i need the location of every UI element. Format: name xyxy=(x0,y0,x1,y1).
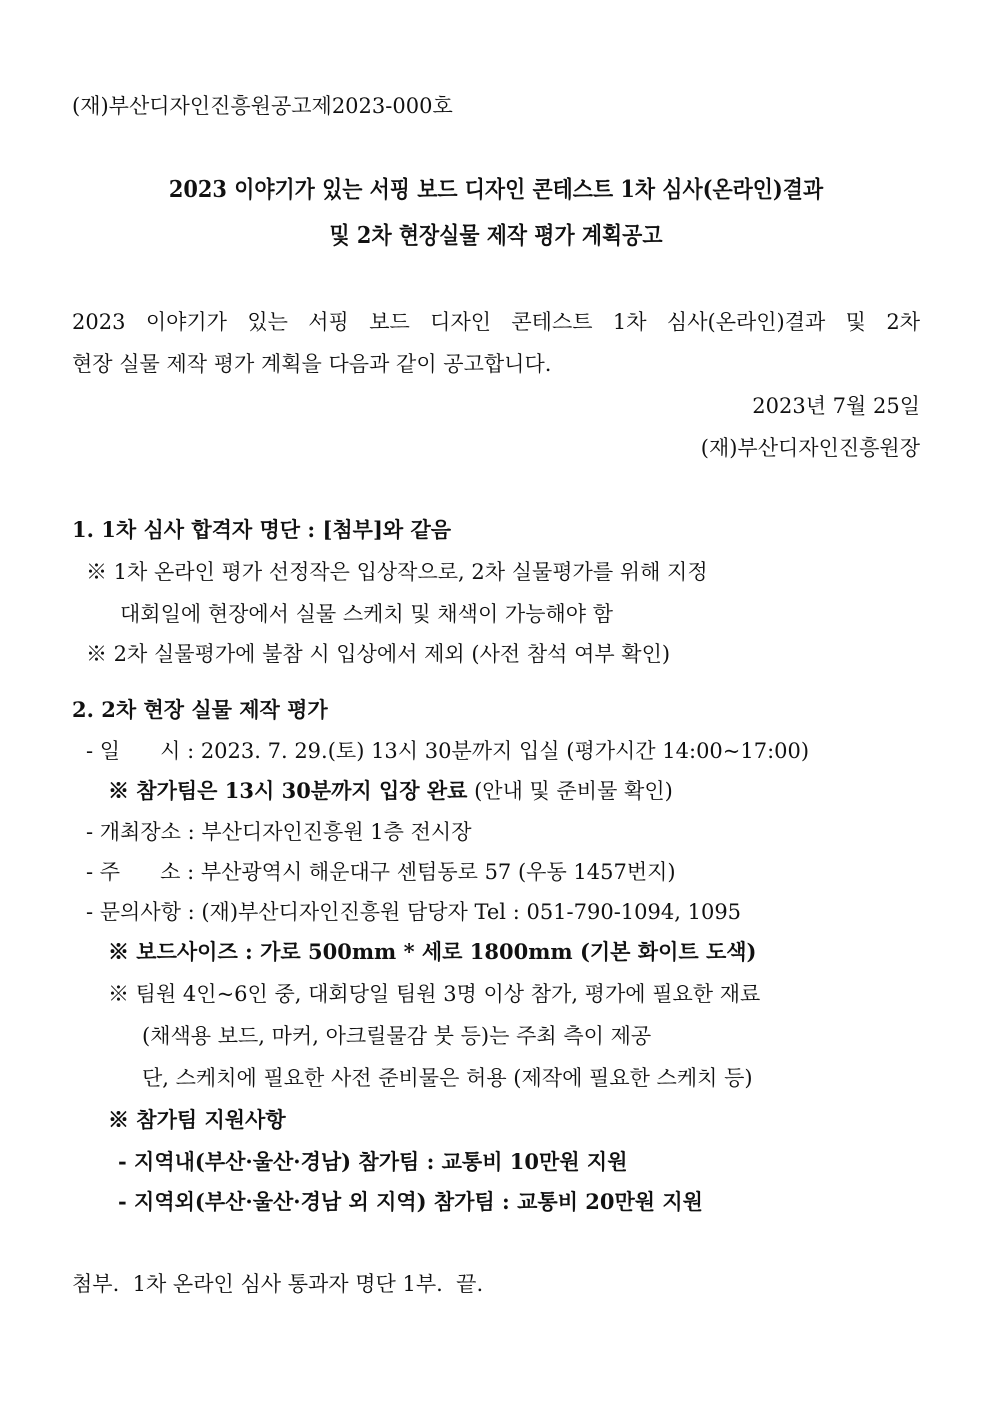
address-line: - 주 소 : 부산광역시 해운대구 센텀동로 57 (우동 1457번지) xyxy=(86,860,676,884)
schedule-line: - 일 시 : 2023. 7. 29.(토) 13시 30분까지 입실 (평가시간 14:00~17:00) xyxy=(86,739,810,763)
arrival-note xyxy=(108,777,673,805)
contact-line: - 문의사항 : (재)부산디자인진흥원 담당자 Tel : 051-790-1094, 1095 xyxy=(86,900,742,924)
section-1-note-2: ※ 2차 실물평가에 불참 시 입상에서 제외 (사전 참석 여부 확인) xyxy=(86,642,671,666)
document-number: (재)부산디자인진흥원공고제2023-000호 xyxy=(72,94,453,118)
section-1-heading: 1. 1차 심사 합격자 명단 : [첨부]와 같음 xyxy=(72,517,452,542)
support-local-teams: - 지역내(부산·울산·경남) 참가팀 : 교통비 10만원 지원 xyxy=(118,1149,628,1174)
page-title-line-1: 2023 이야기가 있는 서핑 보드 디자인 콘테스트 1차 심사(온라인)결과 xyxy=(168,176,824,203)
section-1-note-1-line-1: ※ 1차 온라인 평가 선정작은 입상작으로, 2차 실물평가를 위해 지정 xyxy=(86,560,708,584)
arrival-note-bold: ※ 참가팀은 13시 30분까지 입장 완료 xyxy=(108,778,468,803)
intro-line-1: 2023 이야기가 있는 서핑 보드 디자인 콘테스트 1차 심사(온라인)결과 및 2차 xyxy=(72,310,920,334)
arrival-note-rest: (안내 및 준비물 확인) xyxy=(467,779,673,803)
team-note-line-1: ※ 팀원 4인~6인 중, 대회당일 팀원 3명 이상 참가, 평가에 필요한 재료 xyxy=(108,982,761,1006)
section-1-note-1-line-2: 대회일에 현장에서 실물 스케치 및 채색이 가능해야 함 xyxy=(120,602,614,626)
section-2-heading: 2. 2차 현장 실물 제작 평가 xyxy=(72,697,328,722)
support-heading: ※ 참가팀 지원사항 xyxy=(108,1107,286,1132)
venue-line: - 개최장소 : 부산디자인진흥원 1층 전시장 xyxy=(86,820,472,844)
attachment-note: 첨부. 1차 온라인 심사 통과자 명단 1부. 끝. xyxy=(72,1272,484,1296)
announcement-date: 2023년 7월 25일 xyxy=(752,394,920,418)
page-title-line-2: 및 2차 현장실물 제작 평가 계획공고 xyxy=(329,222,663,249)
team-note-line-2: (채색용 보드, 마커, 아크릴물감 붓 등)는 주최 측이 제공 xyxy=(142,1024,652,1048)
support-other-teams: - 지역외(부산·울산·경남 외 지역) 참가팀 : 교통비 20만원 지원 xyxy=(118,1189,703,1214)
intro-line-2: 현장 실물 제작 평가 계획을 다음과 같이 공고합니다. xyxy=(72,352,552,376)
issuer-name: (재)부산디자인진흥원장 xyxy=(700,436,920,460)
board-size-note: ※ 보드사이즈 : 가로 500mm * 세로 1800mm (기본 화이트 도색) xyxy=(108,939,757,964)
team-note-line-3: 단, 스케치에 필요한 사전 준비물은 허용 (제작에 필요한 스케치 등) xyxy=(142,1066,753,1090)
